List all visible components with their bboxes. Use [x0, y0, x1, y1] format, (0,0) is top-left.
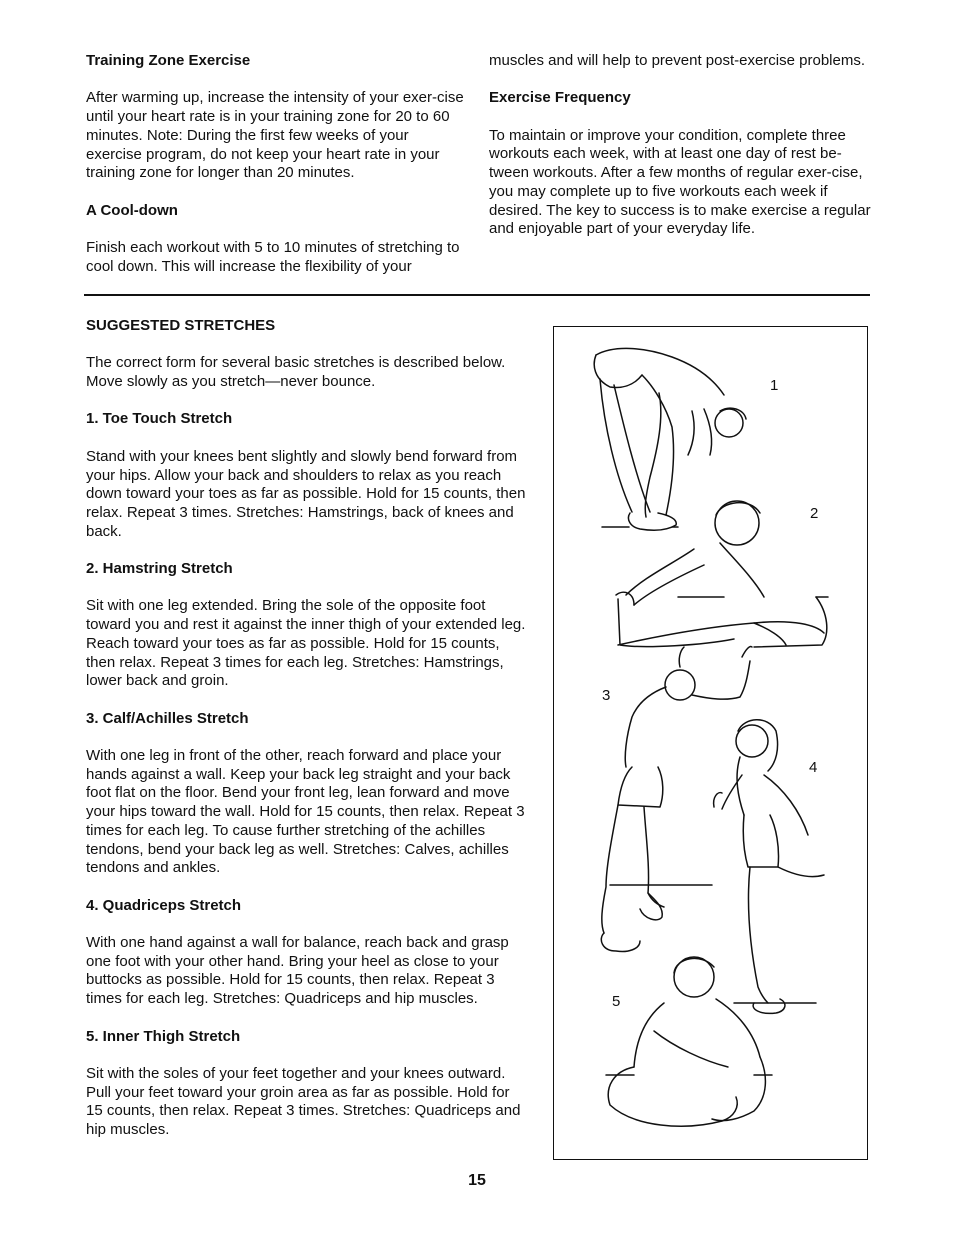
figure-label-3: 3 [602, 687, 611, 704]
stretch-3-title: 3. Calf/Achilles Stretch [86, 709, 249, 727]
hamstring-stretch-figure [616, 501, 828, 647]
stretch-1-title: 1. Toe Touch Stretch [86, 410, 233, 428]
calf-achilles-stretch-figure [601, 646, 752, 951]
exercise-frequency-text: To maintain or improve your condition, complete three workouts each week, with at least one day of rest be-tween workouts. After a few months of regular exer-cise, you may complete up to five workouts each week if desired. The key to success is to make exercise a regular and enjoyable part of your everyday life. [489, 126, 871, 238]
stretch-3-text: With one leg in front of the other, reach forward and place your hands against a wall. Keep your back leg straight and your back foot flat on the floor. Bend your front leg, lean forward and move your hips toward the wall. Hold for 15 counts, then relax. Repeat 3 times for each leg. To cause further stretching of the achilles tendons, bend your back leg as well. Stretches: Calves, achilles tendons and ankles. [86, 747, 525, 877]
stretches-heading: SUGGESTED STRETCHES [86, 317, 276, 334]
cool-down-heading: A Cool-down [86, 201, 178, 219]
stretches-column [86, 317, 526, 1158]
stretch-5-title: 5. Inner Thigh Stretch [86, 1027, 241, 1045]
stretch-1-text: Stand with your knees bent slightly and slowly bend forward from your hips. Allow your back and shoulders to relax as you reach down toward your toes as far as possible. Hold for 15 counts, then relax. Repeat 3 times. Stretches: Hamstrings, back of knees and back. [86, 447, 526, 540]
stretches-intro: The correct form for several basic stretches is described below. Move slowly as you stretch—never bounce. [86, 354, 506, 391]
training-zone-text: After warming up, increase the intensity of your exer-cise until your heart rate is in your training zone for 20 to 60 minutes. Note: During the first few weeks of your exercise program, do not keep your heart rate in your training zone for longer than 20 minutes. [86, 89, 464, 182]
figure-label-4: 4 [809, 759, 818, 776]
stretch-4-text: With one hand against a wall for balance, reach back and grasp one foot with your other hand. Bring your heel as close to your buttocks as possible. Hold for 15 counts, then relax. Repeat 3 times for each leg. Stretches: Quadriceps and hip muscles. [86, 934, 509, 1008]
stretch-figures-drawing [554, 327, 869, 1161]
stretch-2-title: 2. Hamstring Stretch [86, 560, 233, 578]
inner-thigh-stretch-figure [606, 957, 772, 1126]
cool-down-text: Finish each workout with 5 to 10 minutes of stretching to cool down. This will increase the flexibility of your [86, 238, 460, 275]
figure-label-1: 1 [770, 377, 779, 394]
stretch-5-text: Sit with the soles of your feet together and your knees outward. Pull your feet toward your groin area as far as possible. Hold for 15 counts, then relax. Repeat 3 times. Stretches: Quadriceps and hip muscles. [86, 1064, 521, 1139]
stretch-illustrations [553, 326, 868, 1160]
page-number: 15 [468, 1172, 486, 1189]
training-zone-heading: Training Zone Exercise [86, 52, 251, 69]
figure-label-2: 2 [810, 505, 819, 522]
top-right-column [489, 52, 874, 258]
quadriceps-stretch-figure [714, 720, 824, 1014]
toe-touch-figure [594, 348, 746, 530]
cool-down-continued-text: muscles and will help to prevent post-exercise problems. [489, 52, 866, 69]
exercise-frequency-heading: Exercise Frequency [489, 89, 631, 107]
figure-label-5: 5 [612, 993, 621, 1010]
stretch-2-text: Sit with one leg extended. Bring the sole of the opposite foot toward you and rest it against the inner thigh of your extended leg. Reach toward your toes as far as possible. Hold for 15 counts, then relax. Repeat 3 times for each leg. Stretches: Hamstrings, lower back and groin. [86, 597, 526, 690]
top-left-column [86, 52, 466, 295]
stretch-4-title: 4. Quadriceps Stretch [86, 896, 242, 914]
section-divider [84, 294, 870, 296]
